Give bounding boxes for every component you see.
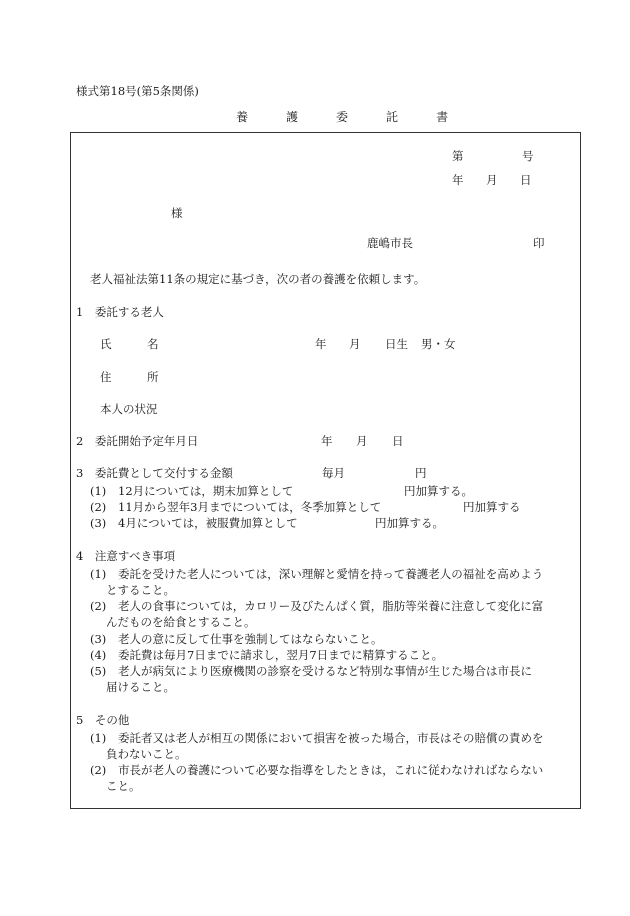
- list-item-number: (2): [90, 599, 107, 613]
- monthly-label: 毎月: [322, 466, 345, 480]
- section5-heading: 5 その他: [76, 713, 130, 727]
- list-item-text: 老人の意に反して仕事を強制してはならないこと。: [118, 632, 383, 646]
- address-label: 所: [147, 370, 159, 384]
- list-item-text: 12月については，期末加算として: [118, 484, 294, 498]
- form-number: 様式第18号(第5条関係): [76, 84, 199, 98]
- list-item-continuation: んだものを給食とすること。: [106, 615, 256, 629]
- gender-field: 男・女: [421, 337, 456, 351]
- doc-number-prefix: 第: [452, 149, 464, 163]
- section4-heading: 4 注意すべき事項: [76, 549, 176, 563]
- start-year: 年: [321, 434, 333, 448]
- title-char: 委: [336, 110, 349, 124]
- yen-label: 円: [415, 466, 427, 480]
- list-item-text: 委託費は毎月7日までに請求し，翌月7日までに精算すること。: [118, 648, 444, 662]
- list-item-amount: 円加算する。: [404, 484, 473, 498]
- date-day: 日: [520, 173, 532, 187]
- list-item-text: 11月から翌年3月までについては，冬季加算として: [118, 500, 382, 514]
- address-label: 住: [100, 370, 112, 384]
- doc-number-suffix: 号: [522, 149, 534, 163]
- birth-month: 月: [349, 337, 361, 351]
- title-char: 書: [436, 110, 449, 124]
- list-item-text: 4月については，被服費加算として: [118, 516, 298, 530]
- name-label: 名: [147, 337, 159, 351]
- start-day: 日: [392, 434, 404, 448]
- list-item-number: (2): [90, 763, 107, 777]
- seal-mark: 印: [533, 236, 545, 250]
- section3-heading: 3 委託費として交付する金額: [76, 466, 233, 480]
- list-item-continuation: こと。: [106, 779, 141, 793]
- title-char: 養: [236, 110, 249, 124]
- list-item-number: (3): [90, 632, 107, 646]
- list-item-text: 老人の食事については，カロリー及びたんぱく質，脂肪等栄養に注意して変化に富: [118, 599, 544, 613]
- date-year: 年: [452, 173, 464, 187]
- list-item-number: (1): [90, 567, 107, 581]
- list-item-continuation: 届けること。: [106, 680, 175, 694]
- list-item-text: 老人が病気により医療機関の診察を受けるなど特別な事情が生じた場合は市長に: [118, 664, 532, 678]
- title-char: 託: [386, 110, 399, 124]
- list-item-number: (2): [90, 500, 107, 514]
- birth-year: 年: [315, 337, 327, 351]
- section2-heading: 2 委託開始予定年月日: [76, 434, 199, 448]
- intro-text: 老人福祉法第11条の規定に基づき，次の者の養護を依頼します。: [90, 272, 426, 286]
- date-month: 月: [486, 173, 498, 187]
- document-title: [236, 111, 448, 124]
- list-item-number: (1): [90, 484, 107, 498]
- list-item-amount: 円加算する。: [375, 516, 444, 530]
- list-item-amount: 円加算する: [463, 500, 521, 514]
- section1-heading: 1 委託する老人: [76, 305, 164, 319]
- list-item-text: 委託者又は老人が相互の関係において損害を被った場合，市長はその賠償の責めを: [118, 731, 544, 745]
- title-char: 護: [286, 110, 299, 124]
- addressee-suffix: 様: [171, 206, 183, 220]
- list-item-number: (3): [90, 516, 107, 530]
- list-item-text: 市長が老人の養護について必要な指導をしたときは，これに従わなければならない: [118, 763, 544, 777]
- start-month: 月: [356, 434, 368, 448]
- list-item-number: (5): [90, 664, 107, 678]
- status-label: 本人の状況: [100, 402, 158, 416]
- list-item-continuation: とすること。: [106, 583, 175, 597]
- list-item-number: (4): [90, 648, 107, 662]
- name-label: 氏: [100, 337, 112, 351]
- list-item-continuation: 負わないこと。: [106, 747, 187, 761]
- birth-day: 日生: [385, 337, 408, 351]
- list-item-number: (1): [90, 731, 107, 745]
- list-item-text: 委託を受けた老人については，深い理解と愛情を持って養護老人の福祉を高めよう: [118, 567, 544, 581]
- issuer: 鹿嶋市長: [367, 236, 413, 250]
